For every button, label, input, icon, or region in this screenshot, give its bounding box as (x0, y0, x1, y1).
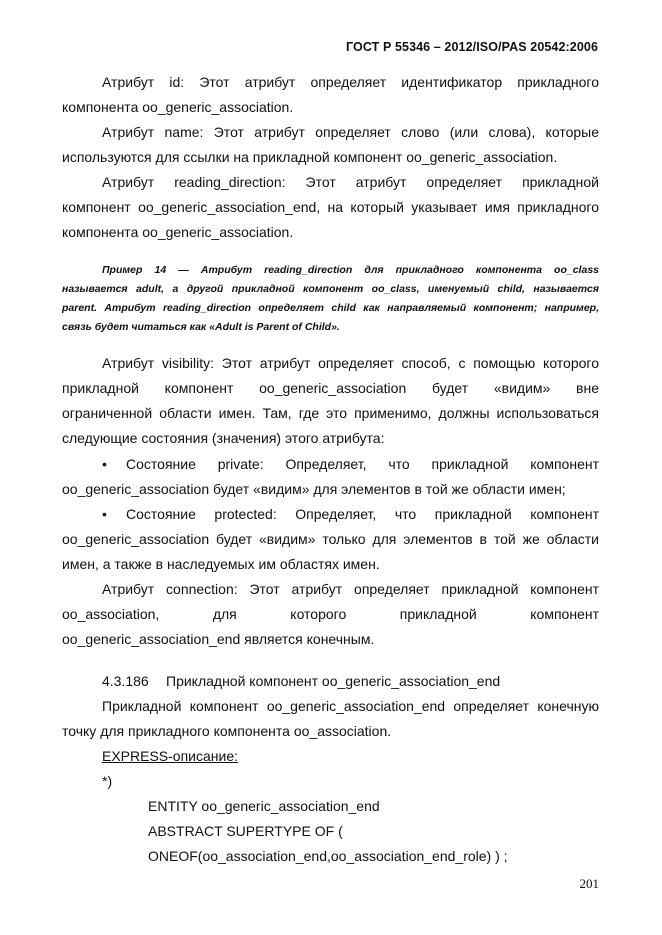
list-item-line: имен, а также в наследуемых им областях имен. (62, 556, 380, 572)
paragraph-line: Атрибут reading_direction: Этот атрибут определяет прикладной (102, 174, 599, 190)
list-item-line: Состояние protected: Определяет, что прикладной компонент (126, 506, 599, 522)
paragraph-line: oo_association, для которого прикладной компонент (62, 606, 599, 622)
paragraph-line: Атрибут name: Этот атрибут определяет слово (или слова), которые (102, 124, 599, 140)
paragraph-line: компонента oo_generic_association. (62, 224, 294, 240)
paragraph-line: компонент oo_generic_association_end, на который указывает имя прикладного (62, 199, 599, 215)
list-item-line: oo_generic_association будет «видим» для элементов в той же области имен; (62, 481, 566, 497)
example-note-line: parent. Атрибут reading_direction определяет child как направляемый компонент; например, (62, 302, 599, 314)
section-number: 4.3.186 (102, 673, 149, 689)
bullet-icon: • (102, 456, 107, 472)
paragraph-line: oo_generic_association_end является конечным. (62, 631, 375, 647)
paragraph-line: компонента oo_generic_association. (62, 99, 294, 115)
example-note-line: связь будет читаться как «Adult is Parent of Child». (62, 321, 340, 333)
list-item-line: Состояние private: Определяет, что прикладной компонент (126, 456, 599, 472)
paragraph-line: используются для ссылки на прикладной компонент oo_generic_association. (62, 149, 558, 165)
paragraph-line: прикладной компонент oo_generic_association будет «видим» вне (62, 380, 599, 396)
paragraph-line: следующие состояния (значения) этого атрибута: (62, 430, 385, 446)
paragraph-line: Атрибут id: Этот атрибут определяет идентификатор прикладного (102, 74, 599, 90)
page-number: 201 (579, 876, 599, 891)
paragraph-line: Атрибут connection: Этот атрибут определяет прикладной компонент (102, 581, 599, 597)
bullet-icon: • (102, 506, 107, 522)
code-line: *) (102, 773, 113, 789)
code-line: ONEOF(oo_association_end,oo_association_end_role) ) ; (148, 848, 508, 864)
paragraph-line: ограниченной области имен. Там, где это применимо, должны использоваться (62, 405, 599, 421)
example-note-line: называется adult, а другой прикладной компонент oo_class, именуемый child, называется (62, 283, 599, 295)
code-line: ABSTRACT SUPERTYPE OF ( (148, 823, 343, 839)
code-line: ENTITY oo_generic_association_end (148, 798, 380, 814)
paragraph-line: точку для прикладного компонента oo_association. (62, 723, 392, 739)
document-header: ГОСТ Р 55346 – 2012/ISO/PAS 20542:2006 (346, 40, 598, 54)
express-heading: EXPRESS-описание: (102, 748, 239, 764)
example-note-line: Пример 14 — Атрибут reading_direction для прикладного компонента oo_class (102, 264, 599, 276)
section-title: Прикладной компонент oo_generic_association_end (166, 673, 501, 689)
list-item-line: oo_generic_association будет «видим» только для элементов в той же области (62, 531, 599, 547)
paragraph-line: Прикладной компонент oo_generic_association_end определяет конечную (102, 698, 599, 714)
paragraph-line: Атрибут visibility: Этот атрибут определяет способ, с помощью которого (102, 355, 599, 371)
